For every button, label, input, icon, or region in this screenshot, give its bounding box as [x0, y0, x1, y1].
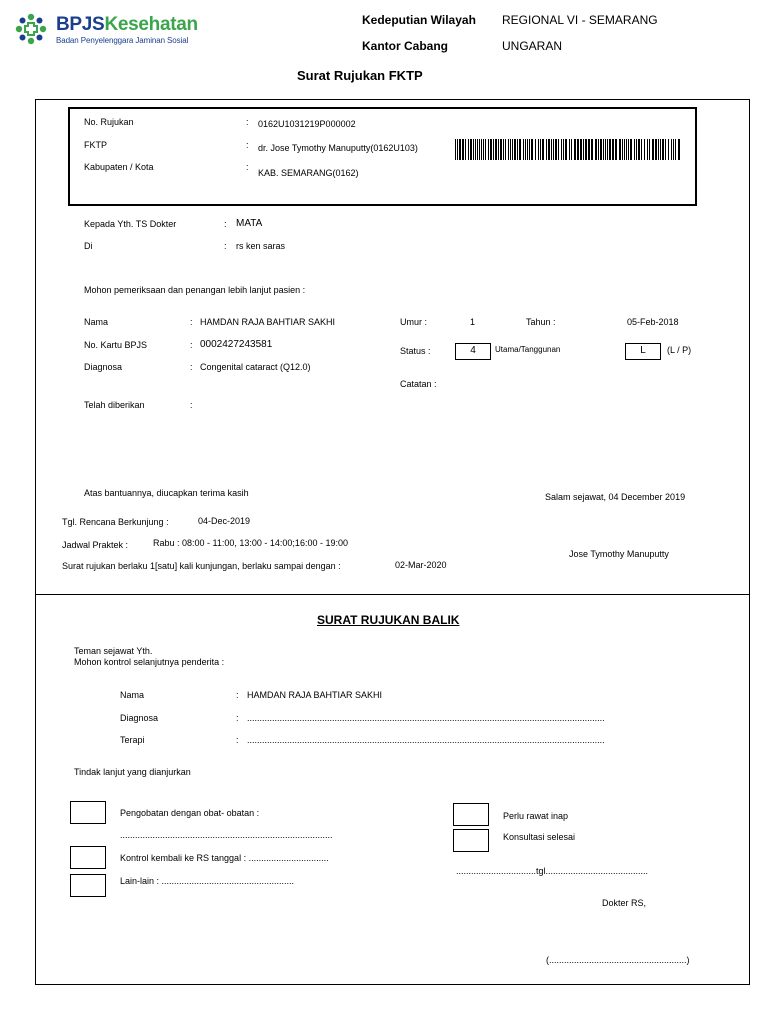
status-desc: Utama/Tanggunan — [495, 345, 561, 354]
colon: : — [190, 400, 193, 410]
colon: : — [190, 317, 193, 327]
nama-value: HAMDAN RAJA BAHTIAR SAKHI — [200, 317, 336, 327]
pengobatan-checkbox[interactable] — [70, 801, 106, 824]
lain-checkbox[interactable] — [70, 874, 106, 897]
berlaku-value: 02-Mar-2020 — [395, 560, 447, 570]
gender-desc: (L / P) — [667, 345, 692, 355]
no-rujukan-label: No. Rujukan — [84, 117, 134, 127]
page-title: Surat Rujukan FKTP — [297, 68, 423, 83]
balik-nama-label: Nama — [120, 690, 145, 700]
colon: : — [246, 140, 249, 150]
jadwal-label: Jadwal Praktek : — [62, 540, 129, 550]
colon: : — [236, 690, 239, 700]
konsultasi-checkbox[interactable] — [453, 829, 489, 852]
diagnosa-value: Congenital cataract (Q12.0) — [200, 362, 311, 372]
lain-label: Lain-lain : ..................................................... — [120, 876, 295, 886]
kontrol-checkbox[interactable] — [70, 846, 106, 869]
colon: : — [190, 340, 193, 350]
bpjs-value: 0002427243581 — [200, 339, 273, 350]
umur-label: Umur : — [400, 317, 427, 327]
balik-terapi-dots: ............................................................................................................................................... — [247, 735, 605, 745]
balik-mohon-text: Mohon kontrol selanjutnya penderita : — [74, 657, 225, 667]
kabupaten-label: Kabupaten / Kota — [84, 162, 154, 172]
balik-title: SURAT RUJUKAN BALIK — [317, 613, 460, 627]
kepada-label: Kepada Yth. TS Dokter — [84, 219, 177, 229]
tgl-line: ................................tgl......................................... — [456, 866, 649, 876]
status-label: Status : — [400, 346, 431, 356]
colon: : — [224, 219, 227, 229]
section-divider — [35, 594, 750, 595]
wilayah-label: Kedeputian Wilayah — [362, 13, 476, 27]
barcode-icon — [455, 139, 682, 160]
jadwal-value: Rabu : 08:00 - 11:00, 13:00 - 14:00;16:00 - 19:00 — [153, 538, 348, 548]
fktp-value: dr. Jose Tymothy Manuputty(0162U103) — [258, 143, 418, 153]
pengobatan-dots: ..................................................................................... — [120, 830, 333, 840]
fktp-label: FKTP — [84, 140, 108, 150]
bpjs-emblem-icon — [14, 12, 48, 46]
di-value: rs ken saras — [236, 241, 286, 251]
bpjs-logo — [14, 12, 198, 46]
balik-terapi-label: Terapi — [120, 735, 145, 745]
pengobatan-label: Pengobatan dengan obat- obatan : — [120, 808, 260, 818]
tahun-label: Tahun : — [526, 317, 556, 327]
tgl-berkunjung-value: 04-Dec-2019 — [198, 516, 251, 526]
colon: : — [224, 241, 227, 251]
wilayah-value: REGIONAL VI - SEMARANG — [502, 13, 658, 27]
kepada-value: MATA — [236, 218, 263, 229]
no-rujukan-value: 0162U1031219P000002 — [258, 119, 356, 129]
thanks-text: Atas bantuannya, diucapkan terima kasih — [84, 488, 249, 498]
kontrol-label: Kontrol kembali ke RS tanggal : ................................ — [120, 853, 329, 863]
kabupaten-value: KAB. SEMARANG(0162) — [258, 168, 359, 178]
catatan-label: Catatan : — [400, 379, 437, 389]
bpjs-label: No. Kartu BPJS — [84, 340, 148, 350]
telah-diberikan-label: Telah diberikan — [84, 400, 145, 410]
salam-text: Salam sejawat, 04 December 2019 — [545, 492, 686, 502]
balik-diagnosa-label: Diagnosa — [120, 713, 159, 723]
colon: : — [236, 713, 239, 723]
status-box: 4 — [455, 343, 491, 360]
colon: : — [236, 735, 239, 745]
dokter-rs-label: Dokter RS, — [602, 898, 647, 908]
tahun-value: 05-Feb-2018 — [627, 317, 679, 327]
signature-line: (.......................................................) — [546, 955, 690, 965]
doctor-name: Jose Tymothy Manuputty — [569, 549, 669, 559]
rawat-inap-label: Perlu rawat inap — [503, 811, 569, 821]
balik-nama-value: HAMDAN RAJA BAHTIAR SAKHI — [247, 690, 383, 700]
gender-box: L — [625, 343, 661, 360]
nama-label: Nama — [84, 317, 109, 327]
cabang-value: UNGARAN — [502, 39, 563, 53]
konsultasi-label: Konsultasi selesai — [503, 832, 576, 842]
logo-brand-bpjs: BPJS — [56, 14, 105, 35]
tgl-berkunjung-label: Tgl. Rencana Berkunjung : — [62, 517, 169, 527]
diagnosa-label: Diagnosa — [84, 362, 123, 372]
tindak-text: Tindak lanjut yang dianjurkan — [74, 767, 191, 777]
colon: : — [246, 117, 249, 127]
umur-value: 1 — [470, 317, 476, 327]
balik-diagnosa-dots: ............................................................................................................................................... — [247, 713, 605, 723]
rawat-inap-checkbox[interactable] — [453, 803, 489, 826]
mohon-text: Mohon pemeriksaan dan penangan lebih lanjut pasien : — [84, 285, 306, 295]
cabang-label: Kantor Cabang — [362, 39, 449, 53]
di-label: Di — [84, 241, 93, 251]
teman-text: Teman sejawat Yth. — [74, 646, 153, 656]
logo-subtitle: Badan Penyelenggara Jaminan Sosial — [56, 36, 189, 45]
logo-brand-kesehatan: Kesehatan — [104, 14, 198, 35]
colon: : — [190, 362, 193, 372]
berlaku-text: Surat rujukan berlaku 1[satu] kali kunjungan, berlaku sampai dengan : — [62, 561, 341, 571]
colon: : — [246, 162, 249, 172]
